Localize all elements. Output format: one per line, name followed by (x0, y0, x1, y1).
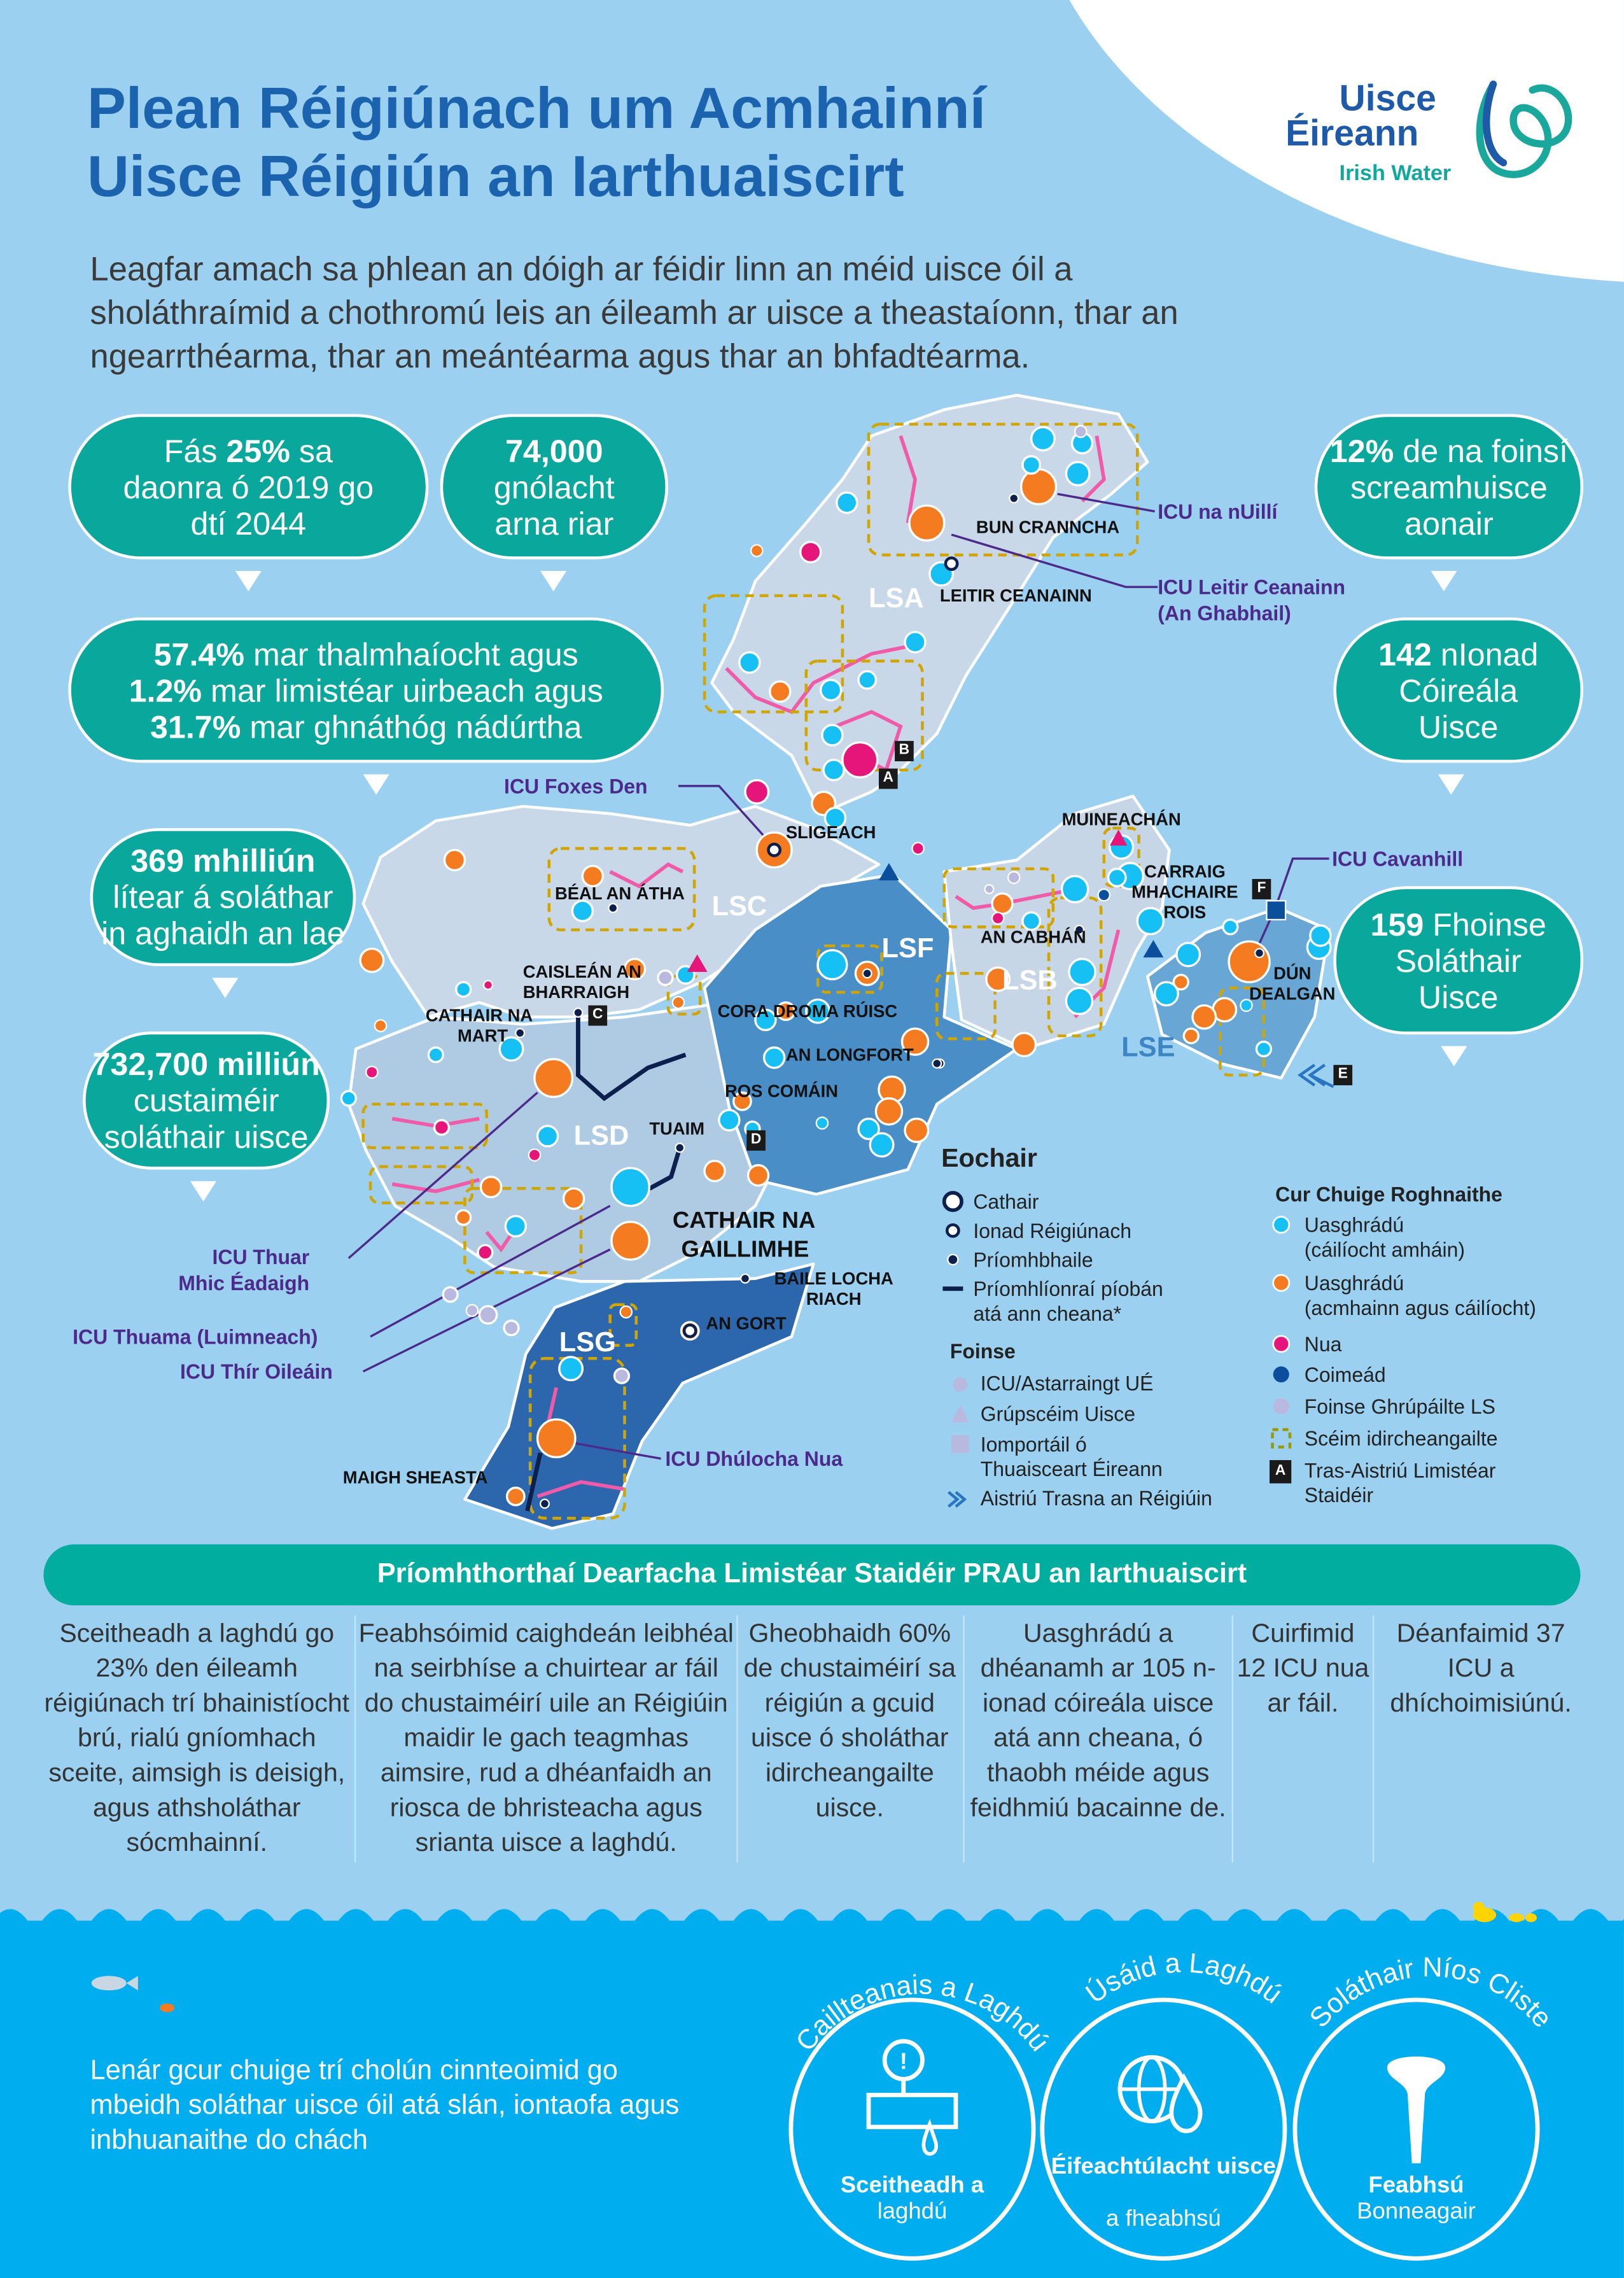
place-label: MUINEACHÁN (1061, 809, 1181, 830)
upgrade-capacity-point (481, 1177, 501, 1197)
grouped-source-point (504, 1321, 519, 1335)
pillar-title: Sceitheadh a (840, 2173, 984, 2198)
pillar-arc-label (1081, 1948, 1288, 2009)
pillar-arc-label (1304, 1952, 1558, 2034)
logo-line-1: Uisce (1339, 78, 1436, 120)
ni-import-icon (949, 1433, 972, 1456)
legend-item: Nua (1304, 1332, 1342, 1356)
upgrade-quality-point (572, 901, 592, 921)
stat-value: 25% (226, 432, 290, 469)
icu-callout: ICU Thuama (Luimneach) (73, 1325, 318, 1349)
upgrade-capacity-point (751, 545, 762, 556)
icu-callout: ICU Foxes Den (504, 774, 648, 798)
place-label: SLIGEACH (785, 822, 876, 843)
upgrade-quality-point (1069, 959, 1095, 985)
stat-value: 74,000 (505, 432, 603, 469)
pillar-subtitle: Bonneagair (1357, 2199, 1476, 2225)
place-label-line: BAILE LOCHA (774, 1268, 893, 1289)
upgrade-capacity-point (1184, 1029, 1198, 1043)
new-source-point (843, 742, 878, 777)
outcome-column: Déanfaimid 37 ICU a dhíchoimisiúnú. (1390, 1618, 1572, 1718)
stat-value: 1.2% (129, 671, 202, 708)
stat-text: mar limistéar uirbeach agus (202, 671, 603, 708)
place-label-line: RIACH (806, 1288, 862, 1309)
upgrade-quality-point (1062, 876, 1088, 902)
outcomes-banner: Príomhthorthaí Dearfacha Limistéar Staidéir PRAU an Iarthuaiscirt (43, 1544, 1580, 1605)
upgrade-capacity-point (375, 1020, 386, 1031)
city-icon (941, 1190, 965, 1213)
outcome-column: Uasghrádú a dhéanamh ar 105 n-ionad cóireála uisce atá ann cheana, ó thaobh méide agus feidhmiú bacainne de. (970, 1618, 1226, 1822)
group-scheme-icon (949, 1402, 972, 1426)
legend-item: Ionad Réigiúnach (973, 1219, 1132, 1242)
town-point (608, 904, 617, 913)
place-label-line: CAISLEÁN AN (522, 962, 641, 983)
place-label: AN LONGFORT (785, 1044, 914, 1065)
upgrade-capacity-point (909, 505, 944, 540)
outcome-column: Gheobhaidh 60% de chustaiméirí sa réigiún a gcuid uisce ó sholáthar idircheangailte uisce. (743, 1618, 956, 1822)
upgrade-capacity-point (535, 1059, 572, 1097)
legend-item (1305, 1459, 1496, 1508)
legend-item: Cathair (973, 1190, 1039, 1213)
new-source-point (366, 1066, 377, 1078)
outcome-column: Feabhsóimid caighdeán leibhéal na seirbhíse a chuirtear ar fáil do chustaiméirí uile an Réigiúin maidir le gach teagmhas aimsire, rud a dhéanfaidh an riosca de bhristeacha agus srianta uisce a laghdú. (358, 1618, 734, 1857)
town-point (675, 1143, 684, 1152)
stat-value: 142 (1378, 635, 1432, 672)
town-point (1255, 949, 1264, 958)
upgrade-capacity-point (1021, 469, 1056, 504)
legend-item: Grúpscéim Uisce (980, 1402, 1136, 1426)
upgrade-capacity-point (612, 1222, 649, 1260)
transfer-badge-c: C (588, 1006, 607, 1026)
upgrade-quality-point (870, 1133, 893, 1157)
town-point (540, 1500, 549, 1508)
legend-item (981, 1433, 1163, 1482)
upgrade-quality-point (612, 1168, 649, 1206)
upgrade-capacity-point (992, 894, 1012, 914)
stat-text: sa (290, 432, 333, 469)
column-divider (1373, 1615, 1374, 1862)
pillar-arc-text: Caillteanais a Laghdú (790, 1969, 1055, 2057)
stat-value: 12% (1329, 432, 1394, 469)
title-line-2: Uisce Réigiún an Iarthuaiscirt (87, 145, 904, 209)
stat-text: nIonad (1431, 635, 1539, 672)
legend-item-line: Uasghrádú (1304, 1213, 1404, 1237)
upgrade-capacity-point (1012, 1033, 1036, 1057)
upgrade-quality-point (1109, 869, 1126, 886)
place-label-line: ROIS (1163, 902, 1207, 923)
cross-region-transfer-icon (1300, 1065, 1333, 1086)
upgrade-quality-point (823, 760, 844, 780)
legend-item-line: Uasghrádú (1304, 1271, 1404, 1295)
new-source-point (912, 843, 923, 854)
upgrade-capacity-point (748, 1165, 769, 1186)
legend-subtitle: Cur Chuige Roghnaithe (1275, 1183, 1502, 1206)
upgrade-quality-point (1310, 925, 1331, 946)
icu-callout: ICU Dhúlocha Nua (665, 1447, 843, 1470)
legend-title: Eochair (941, 1143, 1037, 1173)
place-label (426, 1006, 533, 1046)
upgrade-capacity-point (507, 1487, 524, 1505)
stat-text: daonra ó 2019 go (123, 468, 374, 505)
place-label: ROS COMÁIN (725, 1081, 839, 1102)
pillar-arc-label (790, 1970, 1054, 2057)
stat-text: in aghaidh an lae (101, 915, 345, 952)
region-label-lsd: LSD (573, 1121, 629, 1153)
stat-value: 732,700 milliún (92, 1046, 320, 1083)
pillar-subtitle: a fheabhsú (1105, 2207, 1221, 2232)
place-label-line: MART (458, 1025, 508, 1046)
new-icon (1271, 1333, 1291, 1354)
stat-text: gnólacht (493, 468, 615, 505)
stat-text: soláthair uisce (104, 1118, 309, 1155)
stat-text: mar thalmhaíocht agus (244, 635, 578, 672)
icu-callout (153, 1244, 310, 1296)
upgrade-capacity-point (620, 1306, 632, 1318)
fish-icon (87, 1969, 204, 2020)
town-point (574, 1008, 583, 1017)
column-divider (963, 1615, 964, 1862)
upgrade-quality-point (1066, 988, 1092, 1014)
new-source-point (745, 780, 769, 804)
upgrade-capacity-point (456, 1210, 471, 1225)
stat-value: 159 (1370, 906, 1424, 943)
icu-callout-line: Mhic Éadaigh (178, 1271, 310, 1295)
region-label-lsc: LSC (711, 892, 767, 923)
logo-line-2: Éireann (1285, 113, 1419, 154)
footer-text: Lenár gcur chuige trí cholún cinnteoimid go mbeidh soláthar uisce óil atá slán, iontaofa agus inbhuanaithe do chách (90, 2055, 680, 2156)
column-divider (354, 1615, 356, 1862)
upgrade-quality-point (1256, 1042, 1271, 1057)
region-label-lse: LSE (1121, 1032, 1175, 1064)
svg-text:!: ! (899, 2048, 907, 2074)
upgrade-quality-point (456, 982, 471, 997)
place-label-line: GAILLIMHE (681, 1237, 809, 1263)
intro-text: Leagfar amach sa phlean an dóigh ar féidir linn an méid uisce óil a sholáthraímid a chothromú leis an éileamh ar uisce a theastaíonn, thar an ngearrthéarma, thar an meántéarma agus thar an bhfadtéarma. (90, 250, 1179, 375)
stat-text: Fás (164, 432, 227, 469)
group-scheme-triangle (879, 863, 899, 880)
stat-value: 31.7% (150, 708, 241, 745)
pillar-arc-text: Soláthair Níos Cliste (1303, 1952, 1558, 2034)
pillar-title: Éifeachtúlacht uisce (1051, 2155, 1276, 2179)
transfer-badge-icon: A (1270, 1460, 1291, 1484)
place-label: BÉAL AN ÁTHA (554, 883, 685, 904)
legend-item: ICU/Astarraingt UÉ (980, 1371, 1154, 1395)
legend-item: Foinse Ghrúpáilte LS (1304, 1395, 1496, 1418)
grouped-source-point (615, 1368, 629, 1383)
place-label: CORA DROMA RÚISC (717, 1001, 898, 1022)
retain-point (1098, 889, 1110, 901)
new-source-point (801, 542, 821, 562)
legend-item-line: Staidéir (1304, 1483, 1374, 1507)
transfer-badge-b: B (895, 741, 914, 761)
place-label (774, 1269, 893, 1309)
legend-item-line: atá ann cheana* (973, 1302, 1122, 1325)
stat-text: mar ghnáthóg nádúrtha (241, 708, 582, 745)
pillar-subtitle: laghdú (877, 2199, 948, 2225)
icu-callout: ICU Cavanhill (1332, 847, 1464, 871)
new-source-point (434, 1120, 449, 1135)
upgrade-capacity-point (360, 949, 384, 973)
cross-region-transfer-icon (941, 1487, 973, 1511)
new-source-point (992, 912, 1004, 924)
new-source-point (529, 1150, 540, 1161)
upgrade-quality-point (764, 1048, 785, 1068)
grouped-source-point (443, 1287, 458, 1302)
upgrade-quality-point (559, 1357, 583, 1381)
upgrade-capacity-point (905, 1119, 928, 1143)
upgrade-capacity-point (538, 1419, 575, 1457)
upgrade-quality-point (1155, 982, 1179, 1006)
icu-callout: ICU Thír Oileáin (180, 1360, 333, 1384)
title-line-1: Plean Réigiúnach um Acmhainní (87, 76, 986, 141)
place-label-line: DÚN (1273, 963, 1312, 984)
trunk-main-icon (941, 1277, 965, 1300)
upgrade-capacity-point (770, 682, 790, 702)
pillar-arc-labels (755, 1932, 1598, 2078)
grouped-source-point (658, 971, 673, 985)
upgrade-capacity-point (1193, 1006, 1216, 1029)
legend-item (973, 1277, 1163, 1326)
transfer-badge-a: A (879, 768, 898, 789)
upgrade-quality-point (821, 680, 841, 700)
logo-line-3: Irish Water (1339, 161, 1452, 186)
place-label: MAIGH SHEASTA (342, 1467, 488, 1488)
stat-text: de na foinsí (1394, 432, 1568, 469)
icu-callout: ICU na nUillí (1158, 500, 1278, 523)
pillar-arc-text: Úsáid a Laghdú (1080, 1948, 1288, 2010)
upgrade-quality-point (1177, 943, 1200, 966)
region-label-lsg: LSG (559, 1328, 616, 1359)
stat-value: 369 mhilliún (130, 842, 316, 879)
upgrade-quality-point (905, 632, 925, 652)
retain-icon (1271, 1364, 1291, 1384)
place-label-line: CATHAIR NA (425, 1005, 533, 1026)
upgrade-quality-point (341, 1091, 356, 1106)
grouped-source-point (985, 885, 994, 894)
upgrade-capacity-point (876, 1099, 902, 1125)
town-point (932, 1059, 941, 1068)
grouped-source-point (1075, 426, 1086, 437)
place-label-line: MHACHAIRE (1131, 882, 1238, 903)
legend-subtitle: Foinse (949, 1339, 1016, 1363)
upgrade-quality-point (719, 1110, 739, 1130)
new-source-point (478, 1245, 493, 1260)
place-label (1131, 862, 1238, 923)
city-point (768, 844, 780, 855)
place-label-line: CARRAIG (1144, 861, 1226, 882)
place-label-line: CATHAIR NA (672, 1209, 816, 1234)
icu-callout (1158, 574, 1345, 626)
stat-text: custaiméir (133, 1082, 279, 1119)
column-divider (736, 1615, 738, 1862)
stat-text: dtí 2044 (190, 505, 307, 542)
legend-item-line: Príomhlíonraí píobán (973, 1277, 1163, 1300)
city-point (684, 1325, 696, 1337)
stat-text: aonair (1404, 505, 1494, 542)
legend-item (1305, 1271, 1536, 1321)
icu-callout-line: ICU Thuar (212, 1245, 310, 1269)
place-label-galway (673, 1207, 816, 1265)
stat-text: Cóireála (1399, 671, 1518, 708)
stat-text: arna riar (494, 505, 614, 542)
legend-item (1305, 1213, 1465, 1263)
upgrade-quality-point (739, 652, 760, 673)
icu-callout-line: ICU Leitir Ceanainn (1158, 575, 1346, 599)
new-source-point (484, 981, 493, 990)
place-label (1249, 963, 1335, 1004)
place-label: BUN CRANNCHA (976, 517, 1120, 538)
outcome-column: Sceitheadh a laghdú go 23% den éileamh réigiúnach trí bhainistíocht brú, rialú gníomhach sceite, aimsigh is deisigh, agus athsholáthar sócmhainní. (44, 1618, 350, 1857)
upgrade-quality-point (538, 1126, 558, 1146)
legend-item-line: Thuaisceart Éireann (980, 1457, 1163, 1480)
upgrade-quality-icon (1271, 1214, 1291, 1235)
place-label: AN GORT (706, 1313, 787, 1334)
grouped-source-point (479, 1306, 496, 1323)
legend-item-line: (acmhainn agus cáilíocht) (1304, 1296, 1536, 1319)
outcome-column: Cuirfimid 12 ICU nua ar fáil. (1236, 1618, 1369, 1718)
upgrade-quality-point (1023, 456, 1040, 474)
upgrade-quality-point (1066, 462, 1089, 486)
upgrade-capacity-point (673, 997, 684, 1008)
town-point (863, 969, 872, 978)
legend-item: Príomhbhaile (973, 1248, 1093, 1272)
legend-item-line: Iomportáil ó (980, 1432, 1087, 1456)
icu-abstraction-icon (949, 1373, 972, 1396)
transfer-badge-d: D (746, 1130, 766, 1151)
stat-text: screamhuisce (1350, 468, 1548, 505)
upgrade-quality-point (858, 671, 876, 689)
upgrade-quality-point (818, 950, 847, 980)
legend-item-line: (cáilíocht amháin) (1304, 1237, 1466, 1262)
region-label-lsf: LSF (881, 934, 934, 965)
transfer-badge-e: E (1333, 1065, 1352, 1085)
group-scheme-triangle (1143, 940, 1163, 957)
region-label-lsb: LSB (1002, 966, 1058, 997)
stat-text: lítear á soláthar (113, 878, 333, 916)
upgrade-quality-point (1032, 427, 1055, 451)
upgrade-quality-point (816, 1117, 828, 1128)
place-label-line: DEALGAN (1249, 983, 1336, 1004)
stat-text: Fhoinse (1424, 906, 1546, 943)
town-point (1009, 494, 1018, 503)
legend-item-line: Tras-Aistriú Limistéar (1304, 1458, 1496, 1482)
place-label: AN CABHÁN (980, 927, 1086, 948)
upgrade-capacity-point (564, 1188, 584, 1209)
transfer-badge-f: F (1252, 879, 1271, 899)
grouped-source-point (1008, 872, 1019, 883)
town-point (741, 1274, 750, 1283)
stat-text: Uisce (1418, 978, 1499, 1015)
legend-item: Coimeád (1304, 1363, 1386, 1386)
map-legend (941, 1141, 1595, 1518)
grouped-source-point (466, 1305, 478, 1316)
main-town-icon (941, 1248, 965, 1272)
upgrade-capacity-point (444, 850, 465, 870)
place-label (523, 962, 641, 1002)
legend-item: Aistriú Trasna an Réigiúin (980, 1486, 1212, 1510)
ni-import-square (1266, 901, 1285, 920)
stat-text: Uisce (1418, 708, 1499, 745)
pillar-title: Feabhsú (1368, 2173, 1464, 2198)
duck-icon (1467, 1901, 1539, 1924)
regional-centre-icon (941, 1219, 965, 1242)
stat-text: Soláthair (1395, 942, 1522, 979)
icu-callout-line: (An Ghabhail) (1158, 601, 1291, 625)
upgrade-quality-point (837, 493, 857, 513)
upgrade-capacity-point (704, 1161, 725, 1181)
upgrade-quality-point (428, 1048, 443, 1062)
city-point (946, 558, 957, 570)
place-label: TUAIM (649, 1118, 705, 1139)
legend-item: Scéim idircheangailte (1304, 1426, 1498, 1451)
column-divider (1232, 1615, 1233, 1862)
place-label-line: BHARRAIGH (522, 982, 630, 1002)
upgrade-quality-point (822, 725, 843, 745)
interconnected-scheme-icon (1270, 1427, 1293, 1451)
upgrade-quality-point (505, 1216, 526, 1237)
place-label: LEITIR CEANAINN (939, 585, 1092, 606)
region-label-lsa: LSA (868, 584, 924, 615)
stat-value: 57.4% (153, 635, 245, 672)
grouped-source-icon (1271, 1396, 1291, 1417)
upgrade-capacity-icon (1271, 1273, 1291, 1293)
